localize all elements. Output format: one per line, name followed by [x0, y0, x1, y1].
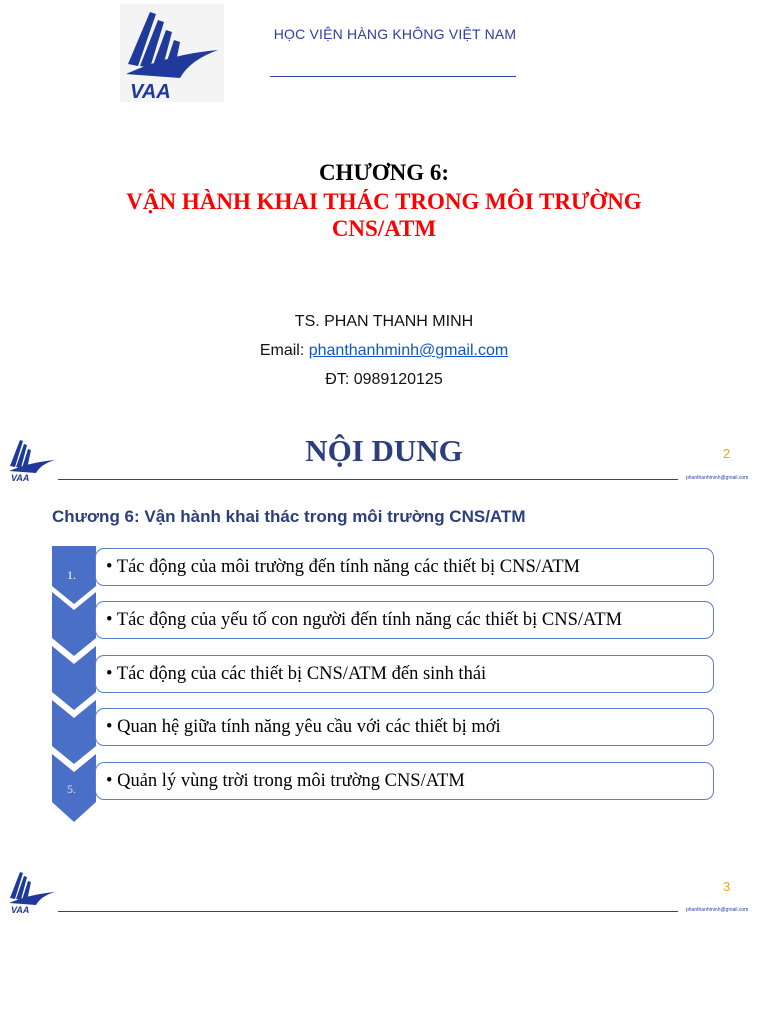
content-item-2-text: • Tác động của yếu tố con người đến tính năng các thiết bị CNS/ATM	[106, 610, 623, 630]
content-item-2[interactable]	[95, 601, 714, 639]
slide3-page-number: 3	[723, 879, 731, 894]
chapter-subtitle-line1: VẬN HÀNH KHAI THÁC TRONG MÔI TRƯỜNG	[126, 189, 642, 214]
svg-text:VAA: VAA	[11, 905, 30, 914]
author-email-line	[0, 342, 768, 360]
chevron-5-number: 5.	[67, 782, 76, 796]
content-item-4[interactable]	[95, 708, 714, 746]
slide3-footer-email: phanthanhminh@gmail.com	[686, 907, 749, 913]
vaa-logo	[120, 4, 224, 102]
header-divider	[270, 76, 516, 77]
slide3-divider	[58, 911, 678, 912]
svg-text:VAA: VAA	[130, 81, 171, 102]
chevron-column	[52, 546, 96, 822]
content-item-1-text: • Tác động của môi trường đến tính năng các thiết bị CNS/ATM	[106, 557, 580, 577]
slide2-footer-email: phanthanhminh@gmail.com	[686, 475, 749, 481]
vaa-logo-graphic	[120, 4, 224, 102]
chevron-1-number: 1.	[67, 568, 76, 582]
content-item-5-text: • Quản lý vùng trời trong môi trường CNS/ATM	[106, 771, 465, 791]
author-name: TS. PHAN THANH MINH	[294, 313, 474, 330]
slide2-page-number: 2	[723, 446, 731, 461]
email-link[interactable]: phanthanhminh@gmail.com	[308, 342, 509, 359]
slide2-title: NỘI DUNG	[305, 433, 463, 468]
slide3-logo	[6, 868, 58, 914]
content-item-5[interactable]	[95, 762, 714, 800]
chapter-subtitle-line2: CNS/ATM	[331, 216, 437, 241]
content-item-4-text: • Quan hệ giữa tính năng yêu cầu với các thiết bị mới	[106, 717, 501, 737]
chapter-subtitle	[60, 188, 708, 242]
author-phone: ĐT: 0989120125	[325, 371, 443, 388]
content-item-3[interactable]	[95, 655, 714, 693]
content-item-3-text: • Tác động của các thiết bị CNS/ATM đến sinh thái	[106, 664, 487, 684]
slide2-divider	[58, 479, 678, 480]
slide3-logo-graphic	[6, 868, 58, 914]
email-label: Email:	[259, 342, 309, 359]
chapter-title: CHƯƠNG 6:	[318, 160, 450, 185]
content-item-1[interactable]	[95, 548, 714, 586]
svg-text:VAA: VAA	[11, 473, 30, 482]
institution-name: HỌC VIỆN HÀNG KHÔNG VIỆT NAM	[273, 26, 517, 42]
slide2-section-title: Chương 6: Vận hành khai thác trong môi trường CNS/ATM	[52, 507, 526, 526]
